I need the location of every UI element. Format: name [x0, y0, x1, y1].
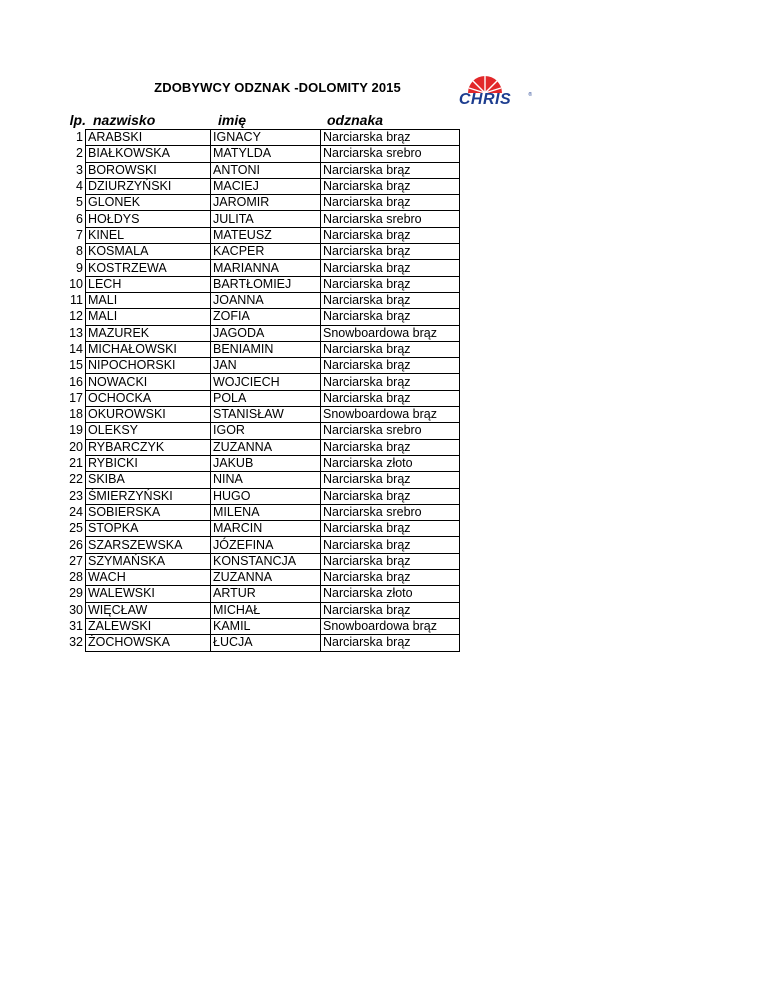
- row-number: 28: [69, 570, 83, 585]
- row-number: 29: [69, 586, 83, 601]
- first-name-cell: MACIEJ: [211, 178, 321, 194]
- surname-cell: MICHAŁOWSKI: [86, 341, 211, 357]
- table-row: [54, 211, 460, 227]
- header-imie: imię: [218, 112, 247, 128]
- surname-cell: ARABSKI: [86, 130, 211, 146]
- first-name-cell: JAN: [211, 358, 321, 374]
- first-name-cell: MICHAŁ: [211, 602, 321, 618]
- surname-cell: RYBARCZYK: [86, 439, 211, 455]
- first-name-cell: WOJCIECH: [211, 374, 321, 390]
- first-name-cell: POLA: [211, 390, 321, 406]
- table-row: [54, 178, 460, 194]
- table-row: [54, 488, 460, 504]
- table-row: [54, 423, 460, 439]
- first-name-cell: IGOR: [211, 423, 321, 439]
- surname-cell: ŻOCHOWSKA: [86, 635, 211, 651]
- table-row: [54, 455, 460, 471]
- row-number: 6: [76, 211, 83, 226]
- row-number: 11: [70, 293, 83, 308]
- first-name-cell: MILENA: [211, 504, 321, 520]
- surname-cell: SZYMAŃSKA: [86, 553, 211, 569]
- badge-cell: Snowboardowa brąz: [321, 325, 460, 341]
- surname-cell: SZARSZEWSKA: [86, 537, 211, 553]
- table-row: [54, 504, 460, 520]
- row-number: 4: [76, 179, 83, 194]
- surname-cell: KINEL: [86, 227, 211, 243]
- badge-cell: Narciarska brąz: [321, 635, 460, 651]
- badge-cell: Snowboardowa brąz: [321, 618, 460, 634]
- badge-cell: Narciarska brąz: [321, 374, 460, 390]
- badge-cell: Narciarska brąz: [321, 227, 460, 243]
- badge-cell: Narciarska brąz: [321, 570, 460, 586]
- row-number: 12: [69, 309, 83, 324]
- badge-cell: Narciarska brąz: [321, 162, 460, 178]
- surname-cell: OKUROWSKI: [86, 407, 211, 423]
- badge-cell: Narciarska brąz: [321, 276, 460, 292]
- table-row: [54, 521, 460, 537]
- table-row: [54, 292, 460, 308]
- badge-cell: Narciarska srebro: [321, 423, 460, 439]
- badge-cell: Narciarska brąz: [321, 602, 460, 618]
- surname-cell: HOŁDYS: [86, 211, 211, 227]
- first-name-cell: BARTŁOMIEJ: [211, 276, 321, 292]
- first-name-cell: MATEUSZ: [211, 227, 321, 243]
- first-name-cell: MARCIN: [211, 521, 321, 537]
- logo-wordmark: CHRIS: [458, 91, 512, 108]
- first-name-cell: IGNACY: [211, 130, 321, 146]
- header-lp: lp.: [69, 112, 86, 128]
- surname-cell: WALEWSKI: [86, 586, 211, 602]
- first-name-cell: ŁUCJA: [211, 635, 321, 651]
- row-number: 22: [69, 472, 83, 487]
- first-name-cell: ZOFIA: [211, 309, 321, 325]
- surname-cell: MALI: [86, 292, 211, 308]
- header-odznaka: odznaka: [327, 112, 384, 128]
- table-row: [54, 195, 460, 211]
- table-row: [54, 635, 460, 651]
- badge-cell: Narciarska brąz: [321, 472, 460, 488]
- row-number: 26: [69, 537, 83, 552]
- row-number: 23: [69, 488, 83, 503]
- row-number: 9: [76, 260, 83, 275]
- badge-cell: Narciarska złoto: [321, 586, 460, 602]
- badge-cell: Narciarska srebro: [321, 146, 460, 162]
- surname-cell: ŚMIERZYŃSKI: [86, 488, 211, 504]
- surname-cell: GLONEK: [86, 195, 211, 211]
- first-name-cell: JAROMIR: [211, 195, 321, 211]
- badge-cell: Narciarska brąz: [321, 390, 460, 406]
- table-row: [54, 570, 460, 586]
- badge-cell: Narciarska brąz: [321, 309, 460, 325]
- row-number: 31: [69, 619, 83, 634]
- surname-cell: WACH: [86, 570, 211, 586]
- table-row: [54, 472, 460, 488]
- table-row: [54, 537, 460, 553]
- badge-cell: Narciarska brąz: [321, 553, 460, 569]
- surname-cell: RYBICKI: [86, 455, 211, 471]
- surname-cell: BIAŁKOWSKA: [86, 146, 211, 162]
- row-number: 15: [69, 358, 83, 373]
- badge-cell: Narciarska brąz: [321, 292, 460, 308]
- row-number: 1: [76, 130, 83, 145]
- row-number: 14: [69, 342, 83, 356]
- header-nazwisko: nazwisko: [93, 112, 156, 128]
- badge-cell: Narciarska brąz: [321, 358, 460, 374]
- first-name-cell: MARIANNA: [211, 260, 321, 276]
- first-name-cell: JULITA: [211, 211, 321, 227]
- first-name-cell: JÓZEFINA: [211, 537, 321, 553]
- page-title: ZDOBYWCY ODZNAK -DOLOMITY 2015: [154, 80, 401, 95]
- table-row: [54, 374, 460, 390]
- row-number: 24: [69, 504, 83, 519]
- surname-cell: WIĘCŁAW: [86, 602, 211, 618]
- table-row: [54, 586, 460, 602]
- surname-cell: MALI: [86, 309, 211, 325]
- badge-cell: Narciarska brąz: [321, 537, 460, 553]
- badge-winners-table: [54, 129, 460, 652]
- table-row: [54, 358, 460, 374]
- registered-mark: ®: [528, 92, 532, 98]
- surname-cell: DZIURZYŃSKI: [86, 178, 211, 194]
- table-row: [54, 146, 460, 162]
- row-number: 30: [69, 602, 83, 617]
- badge-cell: Narciarska brąz: [321, 260, 460, 276]
- table-row: [54, 162, 460, 178]
- surname-cell: NOWACKI: [86, 374, 211, 390]
- surname-cell: OLEKSY: [86, 423, 211, 439]
- row-number: 8: [76, 244, 83, 259]
- row-number: 3: [76, 162, 83, 177]
- first-name-cell: ZUZANNA: [211, 570, 321, 586]
- surname-cell: STOPKA: [86, 521, 211, 537]
- table-row: [54, 341, 460, 357]
- row-number: 13: [69, 325, 83, 340]
- first-name-cell: JAGODA: [211, 325, 321, 341]
- first-name-cell: HUGO: [211, 488, 321, 504]
- table-row: [54, 244, 460, 260]
- row-number: 25: [69, 521, 83, 536]
- first-name-cell: ARTUR: [211, 586, 321, 602]
- row-number: 7: [76, 227, 83, 242]
- badge-cell: Narciarska brąz: [321, 178, 460, 194]
- table-row: [54, 260, 460, 276]
- table-row: [54, 390, 460, 406]
- row-number: 21: [69, 456, 83, 471]
- badge-cell: Narciarska srebro: [321, 504, 460, 520]
- table-row: [54, 309, 460, 325]
- row-number: 32: [69, 635, 83, 650]
- row-number: 27: [69, 553, 83, 568]
- row-number: 19: [69, 423, 83, 438]
- table-row: [54, 227, 460, 243]
- first-name-cell: JOANNA: [211, 292, 321, 308]
- badge-cell: Narciarska brąz: [321, 195, 460, 211]
- first-name-cell: JAKUB: [211, 455, 321, 471]
- table-row: [54, 602, 460, 618]
- surname-cell: MAZUREK: [86, 325, 211, 341]
- first-name-cell: KACPER: [211, 244, 321, 260]
- badge-cell: Narciarska brąz: [321, 244, 460, 260]
- row-number: 20: [69, 439, 83, 454]
- badge-cell: Narciarska brąz: [321, 130, 460, 146]
- table-row: [54, 618, 460, 634]
- row-number: 10: [69, 276, 83, 291]
- first-name-cell: KAMIL: [211, 618, 321, 634]
- badge-cell: Snowboardowa brąz: [321, 407, 460, 423]
- table-row: [54, 325, 460, 341]
- badge-cell: Narciarska brąz: [321, 521, 460, 537]
- table-row: [54, 407, 460, 423]
- chris-logo: [438, 74, 532, 108]
- row-number: 16: [69, 374, 83, 389]
- surname-cell: SOBIERSKA: [86, 504, 211, 520]
- first-name-cell: MATYLDA: [211, 146, 321, 162]
- table-row: [54, 439, 460, 455]
- badge-cell: Narciarska brąz: [321, 488, 460, 504]
- row-number: 2: [76, 146, 83, 161]
- first-name-cell: ZUZANNA: [211, 439, 321, 455]
- badge-cell: Narciarska brąz: [321, 439, 460, 455]
- badge-cell: Narciarska złoto: [321, 455, 460, 471]
- surname-cell: OCHOCKA: [86, 390, 211, 406]
- badge-cell: Narciarska srebro: [321, 211, 460, 227]
- row-number: 17: [69, 390, 83, 405]
- surname-cell: SKIBA: [86, 472, 211, 488]
- surname-cell: KOSMALA: [86, 244, 211, 260]
- surname-cell: ZALEWSKI: [86, 618, 211, 634]
- surname-cell: BOROWSKI: [86, 162, 211, 178]
- badge-cell: Narciarska brąz: [321, 341, 460, 357]
- row-number: 5: [76, 195, 83, 210]
- surname-cell: NIPOCHORSKI: [86, 358, 211, 374]
- table-row: [54, 130, 460, 146]
- row-number: 18: [69, 407, 83, 422]
- table-row: [54, 276, 460, 292]
- table-row: [54, 553, 460, 569]
- surname-cell: KOSTRZEWA: [86, 260, 211, 276]
- first-name-cell: ANTONI: [211, 162, 321, 178]
- first-name-cell: NINA: [211, 472, 321, 488]
- first-name-cell: KONSTANCJA: [211, 553, 321, 569]
- first-name-cell: BENIAMIN: [211, 341, 321, 357]
- first-name-cell: STANISŁAW: [211, 407, 321, 423]
- surname-cell: LECH: [86, 276, 211, 292]
